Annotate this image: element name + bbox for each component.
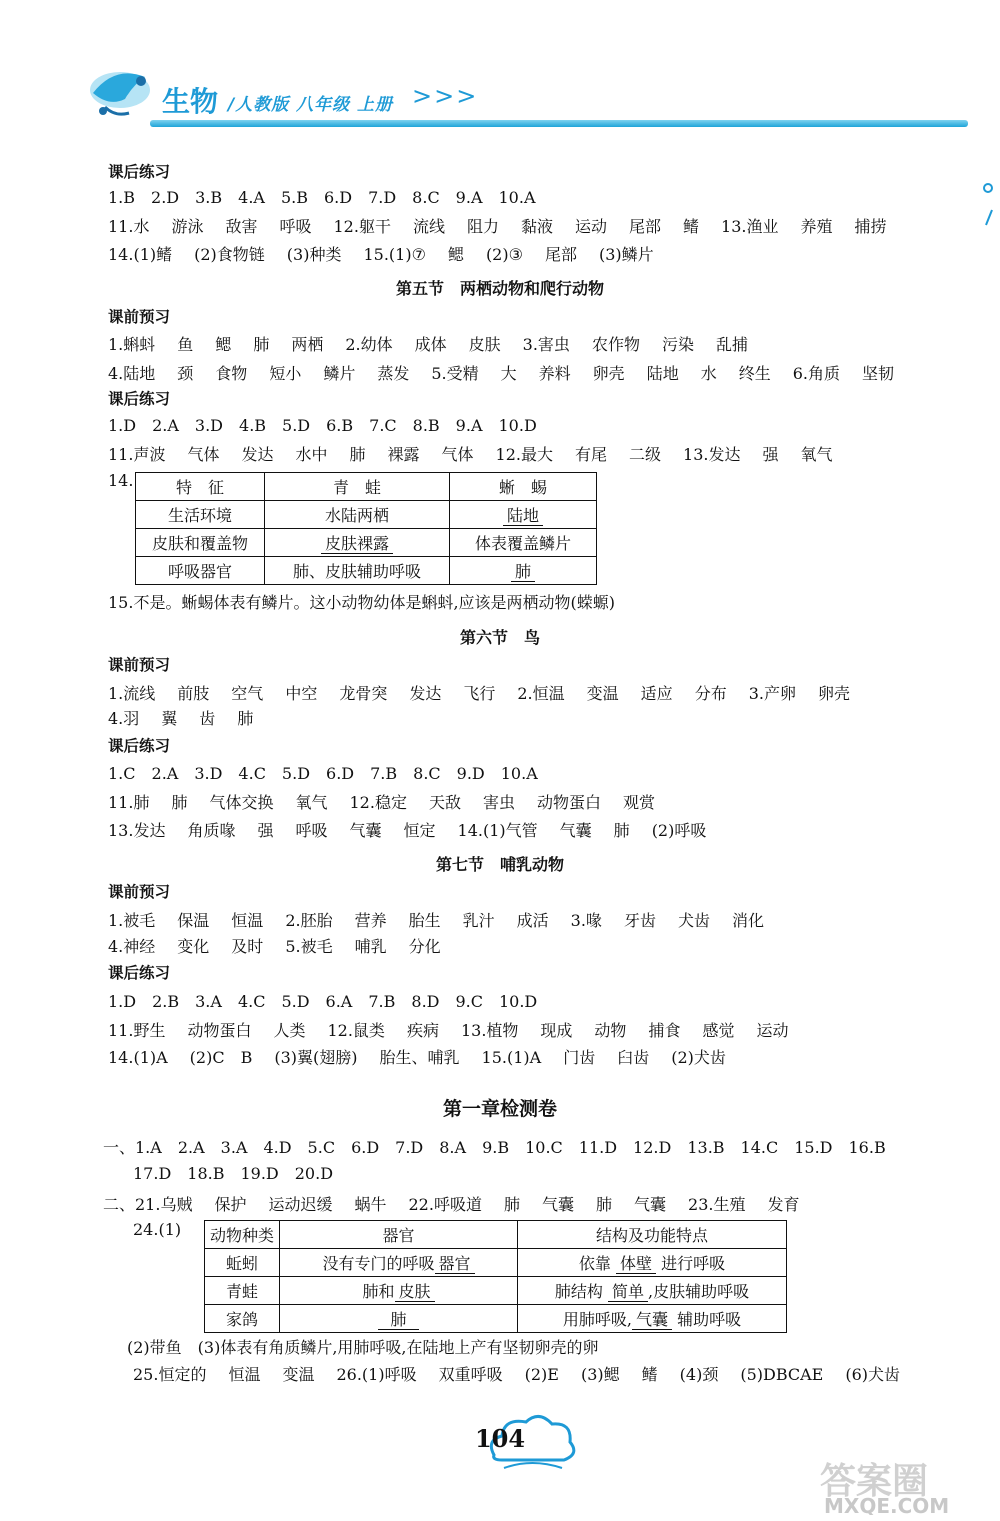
- answer-word: 动物: [594, 1021, 627, 1040]
- answer-word: 1.流线: [108, 684, 156, 703]
- table-cell: 青 蛙: [265, 473, 450, 501]
- answer-word: 养殖: [800, 217, 833, 236]
- answer-word: 皮肤: [468, 335, 501, 354]
- section-label: 课后练习: [108, 390, 171, 408]
- answer-word: 12.最大: [495, 445, 553, 464]
- table-cell: 体表覆盖鳞片: [450, 529, 597, 557]
- svg-text:答案圈: 答案圈: [820, 1461, 929, 1502]
- answer-word: 分布: [694, 684, 727, 703]
- answer-word: (2)E: [524, 1365, 559, 1384]
- answer-word: 游泳: [171, 217, 204, 236]
- table-cell: 肺、皮肤辅助呼吸: [265, 557, 450, 585]
- answer-word: 恒温: [228, 1365, 261, 1384]
- answer-word: 消化: [731, 911, 764, 930]
- cell-text: 依靠: [578, 1254, 611, 1273]
- section-heading: 第六节 鸟: [459, 628, 540, 647]
- answer-word: (6)犬齿: [845, 1365, 901, 1384]
- answer-line: [108, 362, 916, 386]
- answer-word: 鳍: [641, 1365, 658, 1384]
- answer-word: 犬齿: [677, 911, 710, 930]
- answer-word: 气囊: [349, 821, 382, 840]
- underlined-answer: 器官: [435, 1254, 475, 1274]
- answer-word: 成体: [414, 335, 447, 354]
- answer-line: 一、1.A 2.A 3.A 4.D 5.C 6.D 7.D 8.A 9.B 10.C 11.D 12.D 13.B 14.C 15.D 16.B: [103, 1138, 886, 1157]
- answer-word: 天敌: [428, 793, 461, 812]
- answer-word: 龙骨突: [339, 684, 388, 703]
- section-label: 课后练习: [108, 737, 171, 755]
- answer-word: 观赏: [623, 793, 656, 812]
- answer-word: 养料: [538, 364, 571, 383]
- answer-word: 蜗牛: [354, 1195, 387, 1214]
- answer-word: 农作物: [591, 335, 640, 354]
- answer-line: [108, 215, 909, 239]
- answer-line: [108, 909, 786, 933]
- answer-word: 6.角质: [792, 364, 841, 383]
- answer-word: 流线: [412, 217, 445, 236]
- answer-word: 肺: [503, 1195, 520, 1214]
- answer-word: 气囊: [541, 1195, 574, 1214]
- answer-word: 发达: [241, 445, 274, 464]
- table-row: [205, 1249, 787, 1277]
- answer-word: 26.(1)呼吸: [336, 1365, 417, 1384]
- answer-word: 13.发达: [108, 821, 166, 840]
- header-arrows: >>>: [412, 82, 479, 110]
- answer-word: 裸露: [387, 445, 420, 464]
- table-row: [136, 529, 597, 557]
- answer-word: 12.躯干: [333, 217, 391, 236]
- answer-word: 变温: [586, 684, 619, 703]
- underlined-answer: 气囊: [632, 1310, 672, 1330]
- answer-word: 黏液: [520, 217, 553, 236]
- answer-word: 感觉: [702, 1021, 735, 1040]
- answer-word: 胎生、哺乳: [379, 1048, 460, 1067]
- underlined-answer: 体壁: [616, 1254, 656, 1274]
- section-label: 课前预习: [108, 656, 171, 674]
- answer-word: 害虫: [482, 793, 515, 812]
- answer-word: 12.鼠类: [327, 1021, 385, 1040]
- answer-word: 22.呼吸道: [408, 1195, 482, 1214]
- answer-word: (5)DBCAE: [740, 1365, 824, 1384]
- edition-label: /人教版 八年级 上册: [228, 95, 394, 115]
- answer-line: 1.B 2.D 3.B 4.A 5.B 6.D 7.D 8.C 9.A 10.A: [108, 188, 536, 207]
- answer-word: 空气: [231, 684, 264, 703]
- answer-word: 14.(1)气管: [457, 821, 538, 840]
- table-cell: [280, 1305, 518, 1333]
- answer-line: [108, 243, 676, 267]
- cell-text: 肺和: [362, 1282, 395, 1301]
- table-header-row: [136, 473, 597, 501]
- table-row: [136, 557, 597, 585]
- answer-word: (2)犬齿: [671, 1048, 726, 1067]
- cell-text: 没有专门的呼吸: [322, 1254, 435, 1273]
- answer-word: 肺: [171, 793, 188, 812]
- answer-word: 中空: [285, 684, 318, 703]
- answer-line: [108, 682, 872, 706]
- answer-word: (3)翼(翅膀): [274, 1048, 358, 1067]
- answer-word: 氧气: [800, 445, 833, 464]
- answer-word: 4.羽: [108, 709, 140, 728]
- answer-word: 人类: [273, 1021, 306, 1040]
- watermark-logo: [820, 1455, 990, 1515]
- cell-text: 辅助呼吸: [677, 1310, 742, 1329]
- answer-word: 14.(1)A: [108, 1048, 168, 1067]
- answer-word: 鳃: [447, 245, 464, 264]
- answer-word: (3)鳞片: [598, 245, 654, 264]
- underlined-answer: 陆地: [503, 506, 543, 526]
- answer-word: 13.渔业: [721, 217, 779, 236]
- answer-line: [108, 1019, 810, 1043]
- answer-line: 15.不是。蜥蜴体表有鳞片。这小动物幼体是蝌蚪,应该是两栖动物(蝾螈): [108, 593, 616, 612]
- answer-word: 呼吸: [295, 821, 328, 840]
- chapter-test-heading: 第一章检测卷: [442, 1098, 557, 1120]
- table-cell: [450, 557, 597, 585]
- cell-text: 用肺呼吸,: [562, 1310, 632, 1329]
- table-cell: 结构及功能特点: [518, 1221, 787, 1249]
- answer-word: 25.恒定的: [133, 1365, 207, 1384]
- answer-word: 鳍: [683, 217, 700, 236]
- amphibian-reptile-table: [135, 472, 597, 585]
- bird-logo-icon: [85, 55, 160, 125]
- answer-word: 11.水: [108, 217, 150, 236]
- table-header-row: [205, 1221, 787, 1249]
- answer-word: 及时: [231, 937, 264, 956]
- answer-word: 牙齿: [623, 911, 656, 930]
- answer-word: 食物: [215, 364, 248, 383]
- cell-text: 肺结构: [554, 1282, 603, 1301]
- answer-word: (3)种类: [286, 245, 342, 264]
- answer-word: 敌害: [225, 217, 258, 236]
- answer-word: 变化: [177, 937, 210, 956]
- answer-word: 齿: [199, 709, 216, 728]
- answer-word: 门齿: [563, 1048, 596, 1067]
- answer-word: 2.恒温: [517, 684, 565, 703]
- answer-word: 终生: [738, 364, 771, 383]
- answer-line: [133, 1363, 922, 1387]
- answer-word: 发育: [767, 1195, 800, 1214]
- answer-word: 23.生殖: [688, 1195, 746, 1214]
- answer-word: 颈: [177, 364, 194, 383]
- answer-word: 呼吸: [279, 217, 312, 236]
- table-cell: 动物种类: [205, 1221, 280, 1249]
- table-cell: [265, 529, 450, 557]
- answer-word: 分化: [408, 937, 441, 956]
- answer-word: 坚韧: [862, 364, 895, 383]
- answer-word: 气体交换: [209, 793, 274, 812]
- page-header: [0, 0, 1000, 140]
- answer-word: 4.神经: [108, 937, 156, 956]
- answer-word: 乱捕: [715, 335, 748, 354]
- table-row: [205, 1277, 787, 1305]
- answer-word: 哺乳: [354, 937, 387, 956]
- answer-word: 3.害虫: [522, 335, 570, 354]
- answer-word: 气体: [187, 445, 220, 464]
- answer-word: 发达: [409, 684, 442, 703]
- answer-word: 变温: [282, 1365, 315, 1384]
- answer-line: [108, 1046, 748, 1070]
- answer-word: 15.(1)⑦: [363, 245, 426, 264]
- table-cell: 家鸽: [205, 1305, 280, 1333]
- answer-word: 3.喙: [570, 911, 602, 930]
- answer-word: 胎生: [408, 911, 441, 930]
- underlined-answer: 肺: [511, 562, 535, 582]
- answer-word: 运动迟缓: [268, 1195, 333, 1214]
- answer-word: (2)食物链: [194, 245, 265, 264]
- answer-word: 恒温: [231, 911, 264, 930]
- table-row: [205, 1305, 787, 1333]
- answer-word: 强: [257, 821, 274, 840]
- answer-line: 17.D 18.B 19.D 20.D: [133, 1164, 334, 1183]
- answer-word: 肺: [237, 709, 254, 728]
- answer-word: 角质喙: [187, 821, 236, 840]
- answer-line: 1.D 2.A 3.D 4.B 5.D 6.B 7.C 8.B 9.A 10.D: [108, 416, 537, 435]
- answer-word: 肺: [349, 445, 366, 464]
- answer-line: [108, 935, 463, 959]
- answer-word: 陆地: [646, 364, 679, 383]
- respiration-table: [204, 1220, 787, 1333]
- answer-word: 鱼: [177, 335, 194, 354]
- table-cell: 特 征: [136, 473, 265, 501]
- answer-word: 恒定: [403, 821, 436, 840]
- answer-word: 大: [500, 364, 517, 383]
- answer-word: (2)C B: [189, 1048, 253, 1067]
- table-cell: [450, 501, 597, 529]
- table-cell: 青蛙: [205, 1277, 280, 1305]
- table-row: [136, 501, 597, 529]
- underlined-answer: 肺: [378, 1310, 418, 1330]
- table-cell: 水陆两栖: [265, 501, 450, 529]
- answer-word: 1.被毛: [108, 911, 156, 930]
- side-decoration-icon: [980, 180, 998, 230]
- svg-text:MXQE.COM: MXQE.COM: [824, 1494, 950, 1515]
- answer-word: 成活: [516, 911, 549, 930]
- answer-word: 疾病: [406, 1021, 439, 1040]
- answer-word: 11.肺: [108, 793, 150, 812]
- answer-line: [108, 707, 275, 731]
- answer-word: 肺: [595, 1195, 612, 1214]
- answer-word: 气囊: [559, 821, 592, 840]
- answer-word: 臼齿: [617, 1048, 650, 1067]
- table-cell: 皮肤和覆盖物: [136, 529, 265, 557]
- answer-word: 11.声波: [108, 445, 166, 464]
- section-label: 课前预习: [108, 308, 171, 326]
- table-cell: 蚯蚓: [205, 1249, 280, 1277]
- answer-word: 5.受精: [431, 364, 479, 383]
- table-cell: [518, 1249, 787, 1277]
- answer-word: 乳汁: [462, 911, 495, 930]
- underlined-answer: 皮肤裸露: [321, 534, 393, 554]
- answer-word: 2.胚胎: [285, 911, 333, 930]
- answer-word: 动物蛋白: [187, 1021, 252, 1040]
- answer-word: (2)呼吸: [651, 821, 707, 840]
- answer-word: 气囊: [634, 1195, 667, 1214]
- answer-word: 氧气: [295, 793, 328, 812]
- answer-word: 12.稳定: [349, 793, 407, 812]
- answer-word: 13.植物: [460, 1021, 519, 1040]
- table-cell: [518, 1305, 787, 1333]
- answer-word: 捕食: [648, 1021, 681, 1040]
- answer-line: [108, 443, 855, 467]
- answer-word: 水: [700, 364, 717, 383]
- answer-word: 阻力: [466, 217, 499, 236]
- answer-word: 动物蛋白: [536, 793, 601, 812]
- answer-word: 两栖: [291, 335, 324, 354]
- answer-word: 尾部: [629, 217, 662, 236]
- question-number: 14.: [108, 471, 134, 490]
- answer-word: 适应: [640, 684, 673, 703]
- answer-word: 蒸发: [377, 364, 410, 383]
- underlined-answer: 简单: [608, 1282, 648, 1302]
- header-rule: [150, 120, 968, 127]
- answer-word: 4.陆地: [108, 364, 156, 383]
- answer-line: 1.C 2.A 3.D 4.C 5.D 6.D 7.B 8.C 9.D 10.A: [108, 764, 538, 783]
- answer-word: 前肢: [177, 684, 210, 703]
- answer-word: 短小: [269, 364, 302, 383]
- cell-text: ,皮肤辅助呼吸: [648, 1282, 750, 1301]
- answer-line: [103, 1193, 821, 1217]
- answer-word: 污染: [661, 335, 694, 354]
- answer-word: 捕捞: [854, 217, 887, 236]
- answer-word: 强: [762, 445, 779, 464]
- answer-word: 营养: [354, 911, 387, 930]
- answer-word: 二、21.乌贼: [103, 1195, 193, 1214]
- section-label: 课后练习: [108, 163, 171, 181]
- underlined-answer: 皮肤: [395, 1282, 435, 1302]
- answer-word: 11.野生: [108, 1021, 166, 1040]
- answer-word: 卵壳: [817, 684, 850, 703]
- answer-word: 肺: [253, 335, 270, 354]
- answer-word: 尾部: [544, 245, 577, 264]
- answer-word: 1.蝌蚪: [108, 335, 156, 354]
- table-cell: 呼吸器官: [136, 557, 265, 585]
- answer-word: 气体: [441, 445, 474, 464]
- answer-word: 飞行: [463, 684, 496, 703]
- answer-word: 鳞片: [323, 364, 356, 383]
- answer-word: 有尾: [575, 445, 608, 464]
- table-cell: 蜥 蜴: [450, 473, 597, 501]
- answer-line: [108, 791, 677, 815]
- answer-word: (2)③: [485, 245, 523, 264]
- answer-word: 2.幼体: [345, 335, 393, 354]
- answer-word: 翼: [161, 709, 178, 728]
- answer-word: 现成: [540, 1021, 573, 1040]
- table-cell: [280, 1249, 518, 1277]
- answer-word: 保温: [177, 911, 210, 930]
- answer-word: 运动: [756, 1021, 789, 1040]
- answer-word: (3)鳃: [580, 1365, 620, 1384]
- section-label: 课后练习: [108, 964, 171, 982]
- answer-line: (2)带鱼 (3)体表有角质鳞片,用肺呼吸,在陆地上产有坚韧卵壳的卵: [127, 1338, 599, 1357]
- answer-word: 14.(1)鳍: [108, 245, 173, 264]
- question-number: 24.(1): [133, 1220, 182, 1239]
- answer-line: [108, 819, 728, 843]
- subject-title: 生物: [162, 85, 219, 118]
- answer-word: 鳃: [215, 335, 232, 354]
- answer-word: 二级: [629, 445, 662, 464]
- answer-word: 双重呼吸: [438, 1365, 503, 1384]
- cell-text: 进行呼吸: [661, 1254, 726, 1273]
- table-cell: [518, 1277, 787, 1305]
- answer-line: [108, 333, 770, 357]
- answer-word: 5.被毛: [285, 937, 333, 956]
- answer-word: 3.产卵: [748, 684, 796, 703]
- section-heading: 第七节 哺乳动物: [435, 855, 564, 874]
- section-label: 课前预习: [108, 883, 171, 901]
- answer-word: 水中: [295, 445, 328, 464]
- answer-word: 肺: [613, 821, 630, 840]
- page-number: 104: [474, 1424, 526, 1453]
- answer-word: 保护: [214, 1195, 247, 1214]
- table-cell: [280, 1277, 518, 1305]
- answer-word: 运动: [575, 217, 608, 236]
- answer-word: 13.发达: [683, 445, 741, 464]
- section-heading: 第五节 两栖动物和爬行动物: [395, 279, 604, 298]
- table-cell: 生活环境: [136, 501, 265, 529]
- answer-word: 15.(1)A: [481, 1048, 542, 1067]
- answer-line: 1.D 2.B 3.A 4.C 5.D 6.A 7.B 8.D 9.C 10.D: [108, 992, 538, 1011]
- answer-word: (4)颈: [679, 1365, 719, 1384]
- answer-word: 卵壳: [592, 364, 625, 383]
- table-cell: 器官: [280, 1221, 518, 1249]
